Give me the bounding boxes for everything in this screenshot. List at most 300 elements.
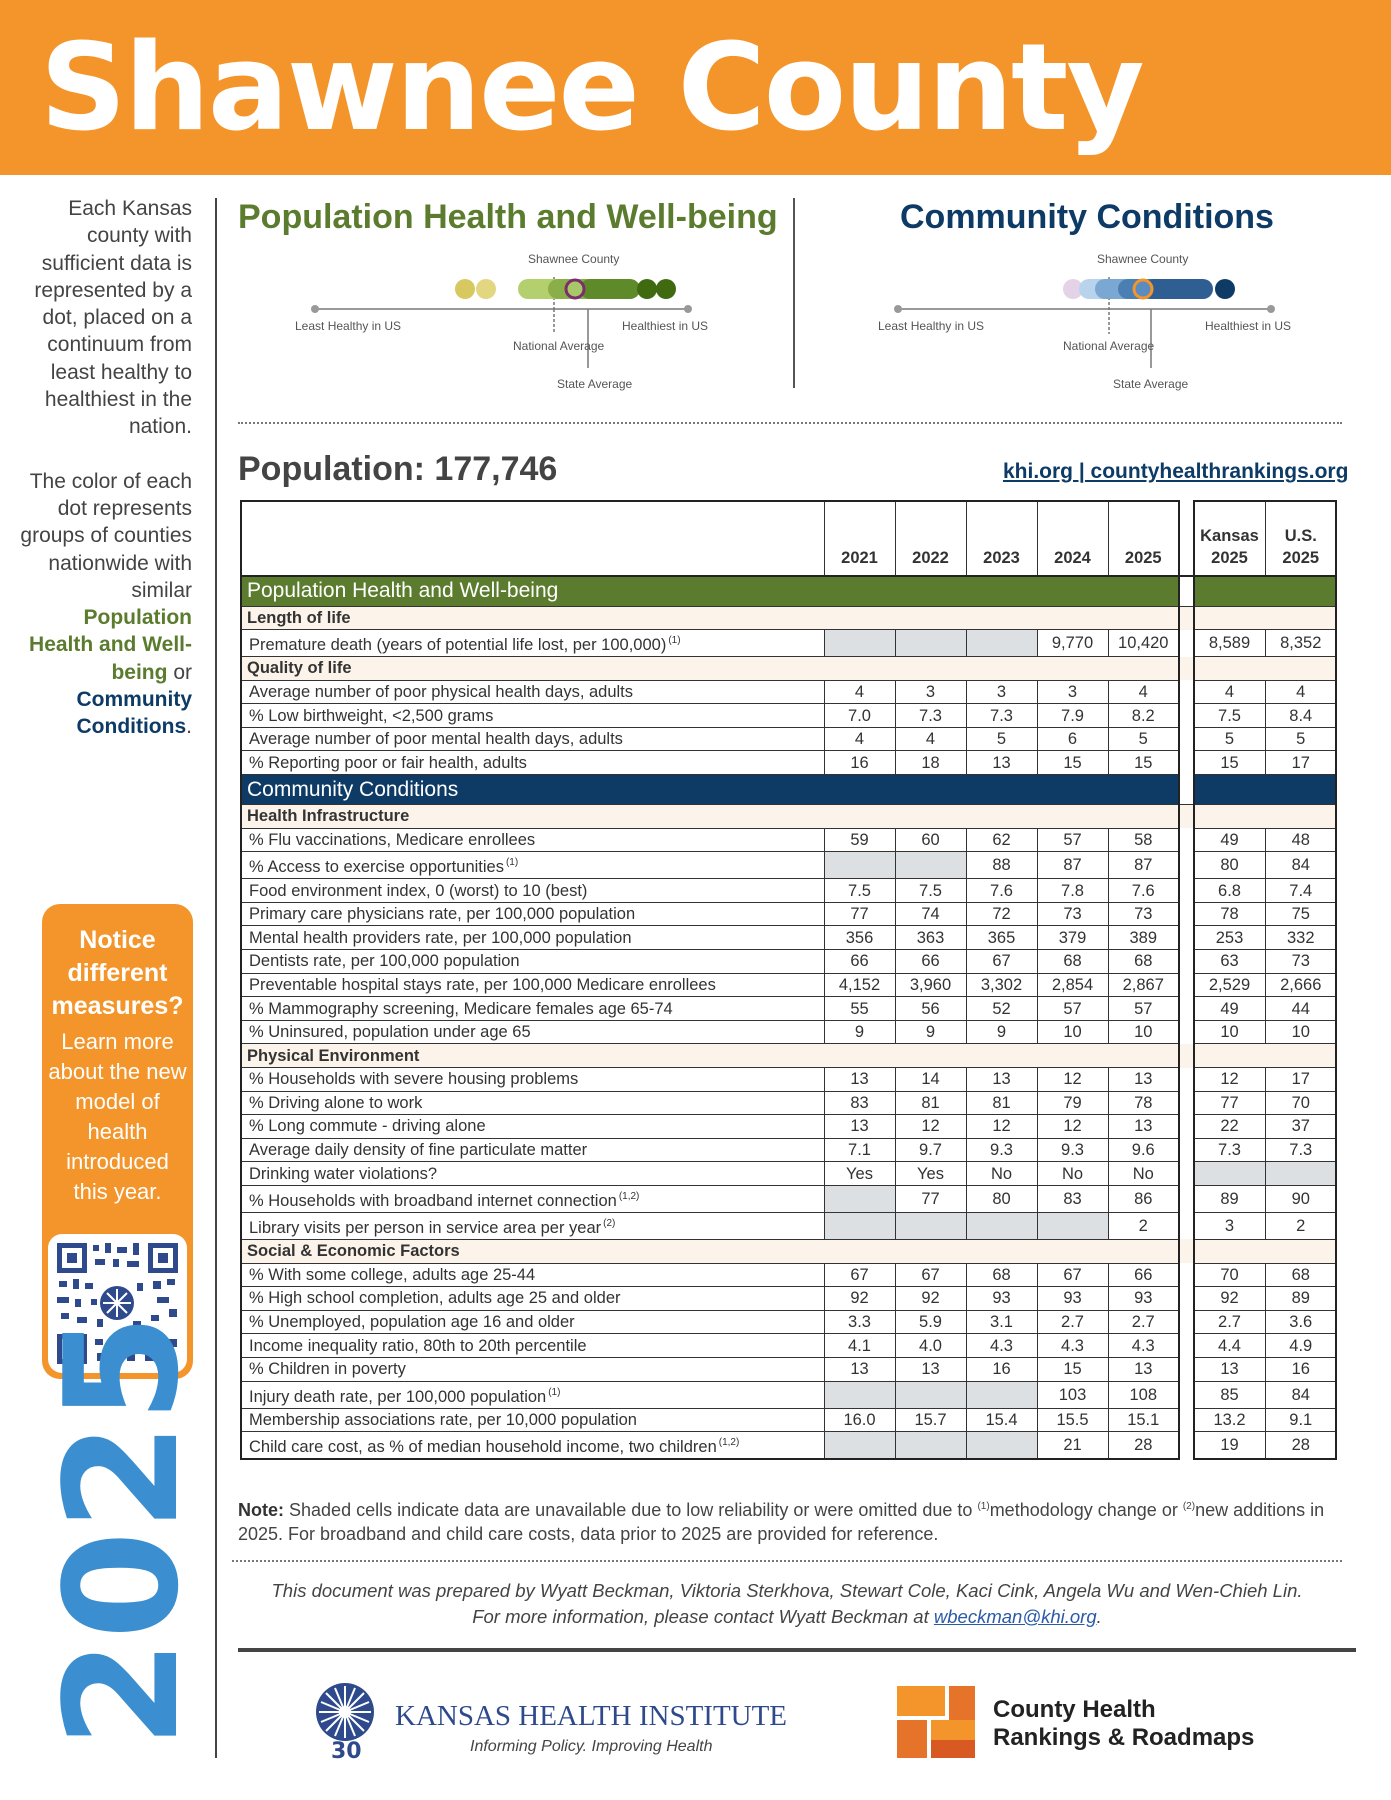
khi-tagline: Informing Policy. Improving Health <box>470 1738 713 1755</box>
us-value-cell: 68 <box>1265 1263 1336 1287</box>
kansas-value-cell: 49 <box>1194 828 1265 852</box>
year-value-cell <box>966 1432 1037 1459</box>
kansas-value-cell: 89 <box>1194 1185 1265 1212</box>
sidebar-paragraph-1: Each Kansas county with sufficient data is represented by a dot, placed on a continuum from least healthy to healthiest in the nation. <box>34 197 192 439</box>
cc-healthiest-label: Healthiest in US <box>1205 319 1292 333</box>
year-value-cell: 52 <box>966 997 1037 1021</box>
year-value-cell <box>824 852 895 879</box>
prepared-by: This document was prepared by Wyatt Beckman, Viktoria Sterkhova, Stewart Cole, Kaci Cink, Angela Wu and Wen-Chieh Lin. For more information, please contact Wyatt Beckman at wbeckman@khi.org. <box>271 1580 1303 1627</box>
year-value-cell: 389 <box>1108 926 1179 950</box>
svg-text:30: 30 <box>331 1739 362 1764</box>
table-row <box>241 828 1336 852</box>
row-label: % Flu vaccinations, Medicare enrollees <box>241 828 824 852</box>
row-label: Dentists rate, per 100,000 population <box>241 950 824 974</box>
year-value-cell: 67 <box>1037 1263 1108 1287</box>
year-value-cell: 92 <box>824 1287 895 1311</box>
cc-state-label: State Average <box>1113 377 1189 391</box>
year-value-cell: 15.4 <box>966 1408 1037 1432</box>
year-value-cell <box>966 630 1037 657</box>
table-row <box>241 1115 1336 1139</box>
kansas-value-cell: 63 <box>1194 950 1265 974</box>
year-value-cell <box>895 852 966 879</box>
us-header: U.S. 2025 <box>1265 501 1336 576</box>
year-value-cell: 86 <box>1108 1185 1179 1212</box>
county-title: Shawnee County <box>40 19 1143 158</box>
kansas-value-cell: 7.5 <box>1194 704 1265 728</box>
year-value-cell: 6 <box>1037 727 1108 751</box>
year-header: 2022 <box>895 501 966 576</box>
kansas-value-cell: 70 <box>1194 1263 1265 1287</box>
us-value-cell: 17 <box>1265 1068 1336 1092</box>
us-value-cell: 73 <box>1265 950 1336 974</box>
us-value-cell: 70 <box>1265 1091 1336 1115</box>
year-value-cell: 87 <box>1037 852 1108 879</box>
year-value-cell: 73 <box>1108 902 1179 926</box>
section-row-community-conditions: Community Conditions <box>241 775 1336 805</box>
us-value-cell: 7.3 <box>1265 1138 1336 1162</box>
year-value-cell: 21 <box>1037 1432 1108 1459</box>
table-row <box>241 751 1336 775</box>
row-label: % Unemployed, population age 16 and older <box>241 1310 824 1334</box>
table-row <box>241 1432 1336 1459</box>
year-value-cell: 4.1 <box>824 1334 895 1358</box>
year-value-cell: 15 <box>1037 751 1108 775</box>
year-value-cell: 28 <box>1108 1432 1179 1459</box>
section-row-population-health: Population Health and Well-being <box>241 576 1336 606</box>
year-value-cell <box>966 1381 1037 1408</box>
us-value-cell: 8,352 <box>1265 630 1336 657</box>
measures-table <box>241 501 1336 1459</box>
table-row <box>241 630 1336 657</box>
row-label: % With some college, adults age 25-44 <box>241 1263 824 1287</box>
subsection-row: Quality of life <box>241 657 1336 681</box>
year-value-cell: 13 <box>824 1357 895 1381</box>
year-value-cell: 68 <box>1108 950 1179 974</box>
year-header: 2023 <box>966 501 1037 576</box>
khi-star-icon <box>315 1682 385 1762</box>
year-value-cell: 9 <box>966 1020 1037 1044</box>
us-value-cell: 37 <box>1265 1115 1336 1139</box>
kansas-value-cell: 77 <box>1194 1091 1265 1115</box>
year-value-cell: 15 <box>1108 751 1179 775</box>
year-value-cell: 16.0 <box>824 1408 895 1432</box>
cc-national-label: National Average <box>1063 339 1155 353</box>
year-header: 2025 <box>1108 501 1179 576</box>
year-value-cell: 365 <box>966 926 1037 950</box>
year-value-cell: 87 <box>1108 852 1179 879</box>
row-label: % Reporting poor or fair health, adults <box>241 751 824 775</box>
year-value-cell: 13 <box>824 1068 895 1092</box>
row-label: Child care cost, as % of median household income, two children $^{(1,2)}$ <box>241 1432 824 1459</box>
row-label: Mental health providers rate, per 100,000 population <box>241 926 824 950</box>
year-value-cell: 4.0 <box>895 1334 966 1358</box>
us-value-cell: 3.6 <box>1265 1310 1336 1334</box>
ph-least-label: Least Healthy in US <box>295 319 402 333</box>
year-value-cell: 74 <box>895 902 966 926</box>
year-value-cell: 5 <box>1108 727 1179 751</box>
year-value-cell: 67 <box>966 950 1037 974</box>
year-value-cell: 4 <box>895 727 966 751</box>
year-value-cell: 14 <box>895 1068 966 1092</box>
contact-email-link[interactable]: wbeckman@khi.org <box>933 1606 1097 1627</box>
us-value-cell: 44 <box>1265 997 1336 1021</box>
year-value-cell: 56 <box>895 997 966 1021</box>
year-value-cell: 13 <box>895 1357 966 1381</box>
row-label: % Low birthweight, <2,500 grams <box>241 704 824 728</box>
year-value-cell: 8.2 <box>1108 704 1179 728</box>
year-value-cell: 3,302 <box>966 973 1037 997</box>
row-label: % Households with broadband internet connection $^{(1,2)}$ <box>241 1185 824 1212</box>
table-row <box>241 680 1336 704</box>
table-row <box>241 997 1336 1021</box>
year-value-cell: 5 <box>966 727 1037 751</box>
year-value-cell: 7.5 <box>824 879 895 903</box>
row-label: % Children in poverty <box>241 1357 824 1381</box>
subsection-row: Length of life <box>241 606 1336 630</box>
year-value-cell: 7.9 <box>1037 704 1108 728</box>
year-value-cell <box>824 630 895 657</box>
year-value-cell: 7.8 <box>1037 879 1108 903</box>
year-value-cell: 10,420 <box>1108 630 1179 657</box>
notice-box <box>42 904 193 1379</box>
year-value-cell: 4 <box>824 680 895 704</box>
year-label <box>31 1313 213 1750</box>
kansas-value-cell: 6.8 <box>1194 879 1265 903</box>
year-value-cell: 10 <box>1108 1020 1179 1044</box>
sidebar-green-term: Population Health and Well-being <box>29 606 192 684</box>
year-value-cell: 15 <box>1037 1357 1108 1381</box>
us-value-cell: 8.4 <box>1265 704 1336 728</box>
dotted-divider <box>238 422 1342 424</box>
sidebar-paragraph-2: The color of each dot represents groups of counties nationwide with similar Population Health and Well-being or Community Conditions. <box>20 469 192 739</box>
table-row <box>241 926 1336 950</box>
year-value-cell: 10 <box>1037 1020 1108 1044</box>
table-row <box>241 852 1336 879</box>
row-label: % High school completion, adults age 25 and older <box>241 1287 824 1311</box>
year-value-cell: 7.5 <box>895 879 966 903</box>
kansas-value-cell: 8,589 <box>1194 630 1265 657</box>
year-value-cell: 7.3 <box>895 704 966 728</box>
year-value-cell: 67 <box>895 1263 966 1287</box>
row-label: % Access to exercise opportunities $^{(1)}$ <box>241 852 824 879</box>
row-label: Injury death rate, per 100,000 population $^{(1)}$ <box>241 1381 824 1408</box>
year-value-cell <box>895 630 966 657</box>
year-header: 2024 <box>1037 501 1108 576</box>
year-value-cell: 4.3 <box>966 1334 1037 1358</box>
header-banner <box>0 0 1391 175</box>
chr-name: County Health Rankings & Roadmaps <box>993 1696 1255 1751</box>
year-value-cell: 93 <box>1037 1287 1108 1311</box>
year-value-cell: 2.7 <box>1108 1310 1179 1334</box>
us-value-cell: 89 <box>1265 1287 1336 1311</box>
us-value-cell: 9.1 <box>1265 1408 1336 1432</box>
year-value-cell: 9 <box>824 1020 895 1044</box>
year-value-cell: 7.6 <box>966 879 1037 903</box>
year-value-cell: 15.1 <box>1108 1408 1179 1432</box>
section-divider <box>793 198 795 388</box>
year-value-cell: 108 <box>1108 1381 1179 1408</box>
us-value-cell: 4.9 <box>1265 1334 1336 1358</box>
kansas-value-cell: 253 <box>1194 926 1265 950</box>
year-value-cell: 3 <box>1037 680 1108 704</box>
row-label: Average number of poor physical health days, adults <box>241 680 824 704</box>
row-label: Average daily density of fine particulate matter <box>241 1138 824 1162</box>
us-value-cell: 332 <box>1265 926 1336 950</box>
year-value-cell: 3.3 <box>824 1310 895 1334</box>
year-value-cell: 9,770 <box>1037 630 1108 657</box>
year-value-cell: 7.6 <box>1108 879 1179 903</box>
year-value-cell: 80 <box>966 1185 1037 1212</box>
table-row <box>241 1334 1336 1358</box>
row-label: Food environment index, 0 (worst) to 10 (best) <box>241 879 824 903</box>
year-value-cell: 3 <box>966 680 1037 704</box>
kansas-value-cell: 4.4 <box>1194 1334 1265 1358</box>
us-value-cell: 90 <box>1265 1185 1336 1212</box>
community-conditions-scale <box>873 250 1293 390</box>
year-value-cell: 2.7 <box>1037 1310 1108 1334</box>
us-value-cell: 84 <box>1265 852 1336 879</box>
us-value-cell: 5 <box>1265 727 1336 751</box>
year-value-cell: 103 <box>1037 1381 1108 1408</box>
year-value-cell: 12 <box>1037 1115 1108 1139</box>
row-label: Preventable hospital stays rate, per 100,000 Medicare enrollees <box>241 973 824 997</box>
year-value-cell: 72 <box>966 902 1037 926</box>
row-label: % Households with severe housing problems <box>241 1068 824 1092</box>
kansas-value-cell: 78 <box>1194 902 1265 926</box>
year-value-cell: 13 <box>1108 1068 1179 1092</box>
kansas-value-cell: 10 <box>1194 1020 1265 1044</box>
us-value-cell <box>1265 1162 1336 1186</box>
table-row <box>241 973 1336 997</box>
year-value-cell: 81 <box>895 1091 966 1115</box>
kansas-value-cell: 2.7 <box>1194 1310 1265 1334</box>
table-row <box>241 1020 1336 1044</box>
table-row <box>241 1263 1336 1287</box>
year-value-cell: 363 <box>895 926 966 950</box>
year-value-cell: 12 <box>966 1115 1037 1139</box>
ph-national-label: National Average <box>513 339 605 353</box>
year-value-cell: 66 <box>1108 1263 1179 1287</box>
year-value-cell: 4 <box>1108 680 1179 704</box>
kansas-value-cell: 85 <box>1194 1381 1265 1408</box>
table-row <box>241 1310 1336 1334</box>
year-value-cell: 4 <box>824 727 895 751</box>
year-value-cell <box>824 1185 895 1212</box>
chr-logo[interactable] <box>897 1686 1337 1766</box>
cc-county-marker-label: Shawnee County <box>1097 252 1189 266</box>
year-value-cell: 2,867 <box>1108 973 1179 997</box>
kansas-value-cell: 13 <box>1194 1357 1265 1381</box>
year-value-cell: No <box>966 1162 1037 1186</box>
year-value-cell <box>895 1381 966 1408</box>
year-value-cell <box>966 1212 1037 1239</box>
year-value-cell: 16 <box>824 751 895 775</box>
year-value-cell <box>895 1432 966 1459</box>
year-value-cell: 77 <box>895 1185 966 1212</box>
year-value-cell: 13 <box>1108 1115 1179 1139</box>
year-value-cell: 77 <box>824 902 895 926</box>
population-health-title: Population Health and Well-being <box>238 198 778 236</box>
year-value-cell: 2,854 <box>1037 973 1108 997</box>
us-value-cell: 28 <box>1265 1432 1336 1459</box>
kansas-value-cell: 49 <box>1194 997 1265 1021</box>
kansas-value-cell: 5 <box>1194 727 1265 751</box>
population-health-scale <box>290 250 710 390</box>
year-value-cell: 83 <box>1037 1185 1108 1212</box>
row-label: Membership associations rate, per 10,000 population <box>241 1408 824 1432</box>
row-label: Library visits per person in service area per year $^{(2)}$ <box>241 1212 824 1239</box>
us-value-cell: 4 <box>1265 680 1336 704</box>
us-value-cell: 7.4 <box>1265 879 1336 903</box>
us-value-cell: 2,666 <box>1265 973 1336 997</box>
kansas-value-cell: 2,529 <box>1194 973 1265 997</box>
table-row <box>241 1381 1336 1408</box>
ph-state-label: State Average <box>557 377 633 391</box>
us-value-cell: 84 <box>1265 1381 1336 1408</box>
footer-rule <box>238 1648 1356 1652</box>
ph-county-marker-label: Shawnee County <box>528 252 620 266</box>
svg-text:2025: 2025 <box>31 1313 213 1748</box>
row-label: % Driving alone to work <box>241 1091 824 1115</box>
ph-healthiest-label: Healthiest in US <box>622 319 709 333</box>
year-value-cell: 62 <box>966 828 1037 852</box>
sidebar-divider <box>215 198 217 1758</box>
kansas-value-cell: 92 <box>1194 1287 1265 1311</box>
year-value-cell: 67 <box>824 1263 895 1287</box>
year-value-cell: 78 <box>1108 1091 1179 1115</box>
community-conditions-title: Community Conditions <box>900 198 1274 236</box>
year-value-cell: 379 <box>1037 926 1108 950</box>
year-value-cell: 4.3 <box>1108 1334 1179 1358</box>
year-value-cell: 3,960 <box>895 973 966 997</box>
year-value-cell: 88 <box>966 852 1037 879</box>
us-value-cell: 17 <box>1265 751 1336 775</box>
table-row <box>241 1185 1336 1212</box>
table-row <box>241 704 1336 728</box>
year-value-cell: 7.0 <box>824 704 895 728</box>
year-value-cell: 9.7 <box>895 1138 966 1162</box>
year-value-cell: Yes <box>824 1162 895 1186</box>
table-row <box>241 902 1336 926</box>
year-value-cell <box>824 1212 895 1239</box>
table-row <box>241 950 1336 974</box>
year-value-cell: 66 <box>824 950 895 974</box>
year-value-cell: 7.1 <box>824 1138 895 1162</box>
year-value-cell: 68 <box>966 1263 1037 1287</box>
chr-logo-icon <box>897 1686 977 1760</box>
year-value-cell: 81 <box>966 1091 1037 1115</box>
table-row <box>241 1287 1336 1311</box>
subsection-row: Physical Environment <box>241 1044 1336 1068</box>
population-count: Population: 177,746 <box>238 450 558 488</box>
kansas-value-cell: 7.3 <box>1194 1138 1265 1162</box>
year-value-cell: 9.3 <box>1037 1138 1108 1162</box>
us-value-cell: 10 <box>1265 1020 1336 1044</box>
year-value-cell: 7.3 <box>966 704 1037 728</box>
kansas-value-cell: 19 <box>1194 1432 1265 1459</box>
year-value-cell: 59 <box>824 828 895 852</box>
kansas-value-cell: 15 <box>1194 751 1265 775</box>
table-row <box>241 1408 1336 1432</box>
year-value-cell: 55 <box>824 997 895 1021</box>
notice-body: Learn more about the new model of health introduced this year. <box>48 1029 187 1204</box>
year-value-cell: 79 <box>1037 1091 1108 1115</box>
table-row <box>241 879 1336 903</box>
year-value-cell: 83 <box>824 1091 895 1115</box>
row-label: Premature death (years of potential life lost, per 100,000) $^{(1)}$ <box>241 630 824 657</box>
year-value-cell: 356 <box>824 926 895 950</box>
year-value-cell: 2 <box>1108 1212 1179 1239</box>
year-value-cell: 15.7 <box>895 1408 966 1432</box>
row-label: Primary care physicians rate, per 100,000 population <box>241 902 824 926</box>
year-value-cell: 12 <box>1037 1068 1108 1092</box>
kansas-value-cell: 12 <box>1194 1068 1265 1092</box>
sidebar-navy-term: Community Conditions <box>76 688 192 739</box>
year-value-cell: 18 <box>895 751 966 775</box>
notice-title: Notice different measures? <box>51 926 184 1020</box>
table-row <box>241 1091 1336 1115</box>
year-value-cell: 60 <box>895 828 966 852</box>
year-value-cell: 13 <box>966 751 1037 775</box>
kansas-value-cell: 80 <box>1194 852 1265 879</box>
year-value-cell: 57 <box>1037 828 1108 852</box>
row-label: % Long commute - driving alone <box>241 1115 824 1139</box>
year-value-cell: 13 <box>966 1068 1037 1092</box>
year-value-cell: 13 <box>1108 1357 1179 1381</box>
year-header: 2021 <box>824 501 895 576</box>
table-row <box>241 1357 1336 1381</box>
year-value-cell <box>824 1381 895 1408</box>
sidebar-explanation <box>20 195 192 768</box>
row-label: Drinking water violations? <box>241 1162 824 1186</box>
table-row <box>241 1138 1336 1162</box>
kansas-value-cell: 3 <box>1194 1212 1265 1239</box>
year-value-cell: 3.1 <box>966 1310 1037 1334</box>
year-value-cell <box>824 1432 895 1459</box>
khi-logo[interactable] <box>315 1682 815 1762</box>
kansas-value-cell: 22 <box>1194 1115 1265 1139</box>
kansas-value-cell: 13.2 <box>1194 1408 1265 1432</box>
year-value-cell: 93 <box>1108 1287 1179 1311</box>
year-value-cell: 4.3 <box>1037 1334 1108 1358</box>
year-value-cell: 92 <box>895 1287 966 1311</box>
us-value-cell: 16 <box>1265 1357 1336 1381</box>
us-value-cell: 2 <box>1265 1212 1336 1239</box>
year-value-cell: 58 <box>1108 828 1179 852</box>
year-value-cell: No <box>1108 1162 1179 1186</box>
cc-least-label: Least Healthy in US <box>878 319 985 333</box>
table-row <box>241 1162 1336 1186</box>
year-value-cell: 66 <box>895 950 966 974</box>
year-value-cell: 5.9 <box>895 1310 966 1334</box>
table-note: Note: Shaded cells indicate data are unavailable due to low reliability or were omitted due to $^{(1)}$methodology change or $^{(2)}$new additions in 2025. For broadband and child care costs, data prior to 2025 are provided for reference. <box>238 1500 1325 1544</box>
table-row <box>241 727 1336 751</box>
website-links[interactable]: khi.org | countyhealthrankings.org <box>1003 460 1349 483</box>
kansas-header: Kansas 2025 <box>1194 501 1265 576</box>
year-value-cell: 3 <box>895 680 966 704</box>
year-value-cell <box>895 1212 966 1239</box>
us-value-cell: 48 <box>1265 828 1336 852</box>
year-value-cell: No <box>1037 1162 1108 1186</box>
year-value-cell <box>1037 1212 1108 1239</box>
year-value-cell: 12 <box>895 1115 966 1139</box>
us-value-cell: 75 <box>1265 902 1336 926</box>
year-value-cell: 68 <box>1037 950 1108 974</box>
table-header-row <box>241 501 1336 576</box>
year-value-cell: 93 <box>966 1287 1037 1311</box>
kansas-value-cell: 4 <box>1194 680 1265 704</box>
year-value-cell: 57 <box>1037 997 1108 1021</box>
